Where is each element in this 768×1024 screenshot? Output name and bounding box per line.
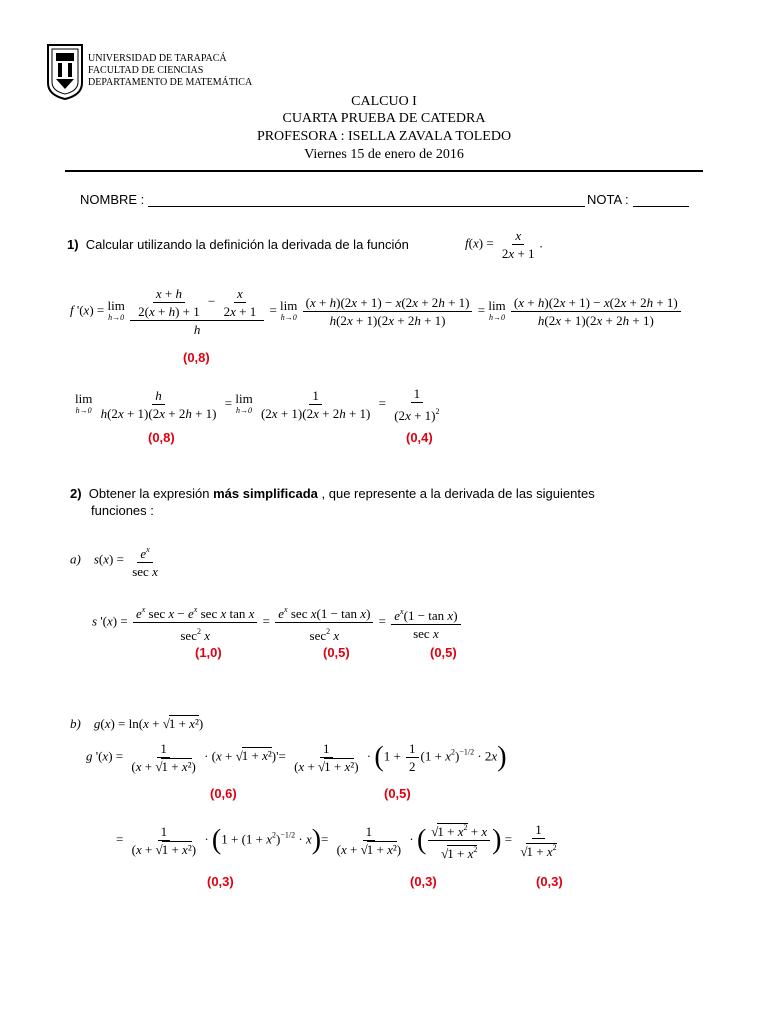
q1-statement xyxy=(67,237,409,252)
q1-number: 1) xyxy=(67,237,79,252)
university-name: UNIVERSIDAD DE TARAPACÁ xyxy=(88,53,227,64)
header-divider xyxy=(65,170,703,172)
name-field[interactable] xyxy=(148,206,585,207)
q1-step1: f '(x) = lim h→0 $\frac{x + h}{2(x + h) + 1}$ − $\frac{x}{2x + 1}$ h = lim h→0 $\frac{(x + h)(2x + 1) - x(2x + 2h + 1)}{h(2x + 1)(2x + 2h + 1)}$ = lim h→0 $\frac{(x + h)(2x + 1) - x(2x + 2h + 1)}{h(2x + 1)(2x + 2h + 1)}$ xyxy=(70,286,683,337)
q2-text-bold: más simplificada xyxy=(213,486,318,501)
q2b-step1: g '(x) = $\frac{1}{\text{(x + √1 + x²)}}$ · (x + √1 + x²)'= $\frac{1}{\text{(x + √1 + x²)}}$ · (1 + $\frac{1}{2}$ $(1 + x^2)^{-1/2} \cdot 2x$) xyxy=(86,741,507,774)
q2b-score-1: (0,6) xyxy=(210,786,237,801)
exam-date: Viernes 15 de enero de 2016 xyxy=(304,147,464,162)
q2b-score-5: (0,3) xyxy=(536,874,563,889)
q2a-score-2: (0,5) xyxy=(323,645,350,660)
q1-score-3: (0,4) xyxy=(406,430,433,445)
q2b-label: b) xyxy=(70,716,81,731)
name-label: NOMBRE : xyxy=(80,192,145,207)
q2-text-pre: Obtener la expresión xyxy=(88,486,210,501)
q1-step2: lim h→0 $\frac{h}{h(2x + 1)(2x + 2h + 1)}$ = lim h→0 $\frac{1}{(2x + 1)(2x + 2h + 1)}$ = $\frac{1}{(2x + 1)^2}$ xyxy=(75,386,440,423)
q2-text-post: , que represente a la derivada de las siguientes xyxy=(321,486,595,501)
course-title: CALCUO I xyxy=(351,94,417,109)
faculty-name: FACULTAD DE CIENCIAS xyxy=(88,65,204,76)
q1-function: f(x) = $\frac{x}{2x + 1}$ . xyxy=(465,228,543,261)
test-title: CUARTA PRUEBA DE CATEDRA xyxy=(282,111,486,126)
q2a-score-1: (1,0) xyxy=(195,645,222,660)
department-name: DEPARTAMENTO DE MATEMÁTICA xyxy=(88,77,253,88)
q1-score-1: (0,8) xyxy=(183,350,210,365)
q2-number: 2) xyxy=(70,486,82,501)
q2a-derivative: s '(x) = $\frac{e^x \sec x - e^x \sec x \tan x}{\sec^2 x}$ = $\frac{e^x \sec x(1 - \tan x)}{\sec^2 x}$ = $\frac{e^x(1 - \tan x)}{\text{sec x}}$ xyxy=(92,602,463,643)
q2b-score-4: (0,3) xyxy=(410,874,437,889)
q2b-score-2: (0,5) xyxy=(384,786,411,801)
q1-score-2: (0,8) xyxy=(148,430,175,445)
q2-statement-line2: funciones : xyxy=(91,503,154,518)
grade-label: NOTA : xyxy=(587,192,629,207)
q2b-step2: = $\frac{1}{\text{(x + √1 + x²)}}$ · $(1 + (1 + x^2)^{-1/2} \cdot x)=$ $\frac{1}{\text{(x + √1 + x²)}}$ · ( $\frac{√1 + x^2 + x}{√1 + x^2}$ ) = $\frac{1}{√1 + x^2}$ xyxy=(116,822,557,861)
q2a-function: a) s(x) = $\frac{e^x}{\text{sec x}}$ xyxy=(70,542,163,579)
grade-field[interactable] xyxy=(633,206,689,207)
q2b-score-3: (0,3) xyxy=(207,874,234,889)
teacher-name: PROFESORA : ISELLA ZAVALA TOLEDO xyxy=(256,129,512,144)
q2-statement xyxy=(70,486,595,501)
q2a-label: a) xyxy=(70,551,81,567)
q2b-function: b) g(x) = ln(x + √1 + x²) xyxy=(70,716,204,731)
university-logo xyxy=(46,43,84,101)
q1-text: Calcular utilizando la definición la derivada de la función xyxy=(85,237,409,252)
q2a-score-3: (0,5) xyxy=(430,645,457,660)
